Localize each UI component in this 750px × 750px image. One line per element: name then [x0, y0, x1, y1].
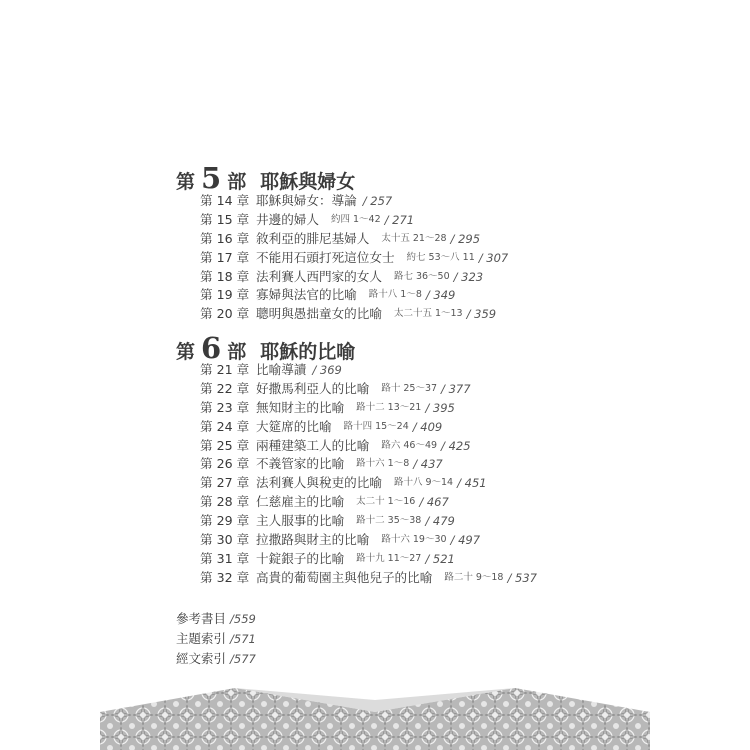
page-number: / 349 [426, 286, 455, 305]
scripture-reference: 路十八 9～14 [393, 477, 454, 489]
page-number: / 295 [451, 230, 480, 249]
scripture-reference: 太十五 21～28 [381, 232, 447, 244]
scripture-reference: 路十二 35～38 [356, 515, 422, 527]
page-number: / 369 [312, 361, 341, 380]
scripture-reference: 路十九 11～27 [356, 552, 422, 564]
chapter-title: 十錠銀子的比喻 [256, 550, 345, 566]
chapter-number: 第 24 章 [200, 418, 250, 434]
page-number: / 497 [451, 531, 480, 550]
chapter-number: 第 31 章 [200, 550, 250, 566]
back-matter-page: / 577 [230, 652, 256, 666]
scripture-reference: 路十六 1～8 [356, 458, 410, 470]
chapter-number: 第 25 章 [200, 437, 250, 453]
chapter-title: 好撒馬利亞人的比喻 [256, 380, 370, 396]
back-matter-label: 參考書目 [176, 611, 227, 626]
page-number: / 537 [507, 569, 536, 588]
chapter-title: 井邊的婦人 [256, 211, 319, 227]
chapter-number: 第 23 章 [200, 399, 250, 415]
page-number: / 437 [413, 455, 442, 474]
chapter-title: 比喻導讀 [256, 362, 307, 377]
chapter-number: 第 17 章 [200, 249, 250, 265]
chapter-number: 第 20 章 [200, 306, 250, 322]
scripture-reference: 路十八 1～8 [368, 289, 422, 301]
part-number: 5 [201, 161, 222, 195]
chapter-title: 法利賽人西門家的女人 [256, 268, 382, 284]
scripture-reference: 約七 53～八 11 [406, 251, 475, 263]
scripture-reference: 路十二 13～21 [356, 401, 422, 413]
chapter-title: 耶穌與婦女：導論 [256, 193, 357, 208]
part-suffix: 部 [227, 341, 247, 363]
scripture-reference: 路十 25～37 [381, 382, 438, 394]
chapter-title: 不能用石頭打死這位女士 [256, 249, 395, 265]
part-prefix: 第 [176, 341, 196, 363]
scripture-reference: 太二十五 1～13 [393, 308, 463, 320]
page-number: / 323 [454, 268, 483, 287]
page-number: / 521 [425, 550, 454, 569]
part-title: 耶穌的比喻 [260, 341, 356, 363]
page-number: / 467 [419, 493, 448, 512]
chapter-number: 第 22 章 [200, 380, 250, 396]
page-number: / 479 [425, 512, 454, 531]
chapter-number: 第 32 章 [200, 569, 250, 585]
scripture-reference: 約四 1～42 [330, 213, 381, 225]
chapter-title: 敘利亞的腓尼基婦人 [256, 230, 370, 246]
scripture-reference: 路六 46～49 [381, 439, 438, 451]
page-number: / 451 [457, 474, 486, 493]
chapter-title: 不義管家的比喻 [256, 456, 345, 472]
part-suffix: 部 [227, 171, 247, 193]
chapter-number: 第 21 章 [200, 362, 250, 377]
chapter-title: 寡婦與法官的比喻 [256, 287, 357, 303]
chapter-number: 第 16 章 [200, 230, 250, 246]
chapter-number: 第 26 章 [200, 456, 250, 472]
part-number: 6 [201, 331, 222, 365]
page-number: / 425 [441, 437, 470, 456]
chapter-number: 第 18 章 [200, 268, 250, 284]
chapter-title: 仁慈雇主的比喻 [256, 494, 345, 510]
page-number: / 307 [479, 249, 508, 268]
scripture-reference: 路二十 9～18 [444, 571, 504, 583]
chapter-number: 第 14 章 [200, 193, 250, 208]
chapter-title: 主人服事的比喻 [256, 513, 345, 529]
scripture-reference: 路十六 19～30 [381, 534, 447, 546]
chapter-title: 無知財主的比喻 [256, 399, 345, 415]
page-number: / 271 [385, 211, 414, 230]
back-matter-page: / 559 [230, 612, 256, 626]
page-number: / 409 [413, 418, 442, 437]
chapter-title: 高貴的葡萄園主與他兒子的比喻 [256, 569, 433, 585]
back-matter-label: 經文索引 [176, 651, 227, 666]
chapter-title: 兩種建築工人的比喻 [256, 437, 370, 453]
chapter-number: 第 30 章 [200, 532, 250, 548]
back-matter-label: 主題索引 [176, 631, 227, 646]
chapter-number: 第 27 章 [200, 475, 250, 491]
scripture-reference: 路七 36～50 [393, 270, 450, 282]
page-number: / 359 [467, 305, 496, 324]
back-matter-page: / 571 [230, 632, 256, 646]
chapter-title: 聰明與愚拙童女的比喻 [256, 306, 382, 322]
chapter-number: 第 29 章 [200, 513, 250, 529]
chapter-number: 第 28 章 [200, 494, 250, 510]
chapter-number: 第 19 章 [200, 287, 250, 303]
page-number: / 377 [441, 380, 470, 399]
scripture-reference: 路十四 15～24 [343, 420, 409, 432]
part-prefix: 第 [176, 171, 196, 193]
scripture-reference: 太二十 1～16 [356, 496, 416, 508]
part-title: 耶穌與婦女 [260, 171, 356, 193]
page-number: / 395 [425, 399, 454, 418]
chapter-title: 法利賽人與稅吏的比喻 [256, 475, 382, 491]
chapter-number: 第 15 章 [200, 211, 250, 227]
page-number: / 257 [363, 192, 392, 211]
chapter-title: 大筵席的比喻 [256, 418, 332, 434]
chapter-title: 拉撒路與財主的比喻 [256, 532, 370, 548]
